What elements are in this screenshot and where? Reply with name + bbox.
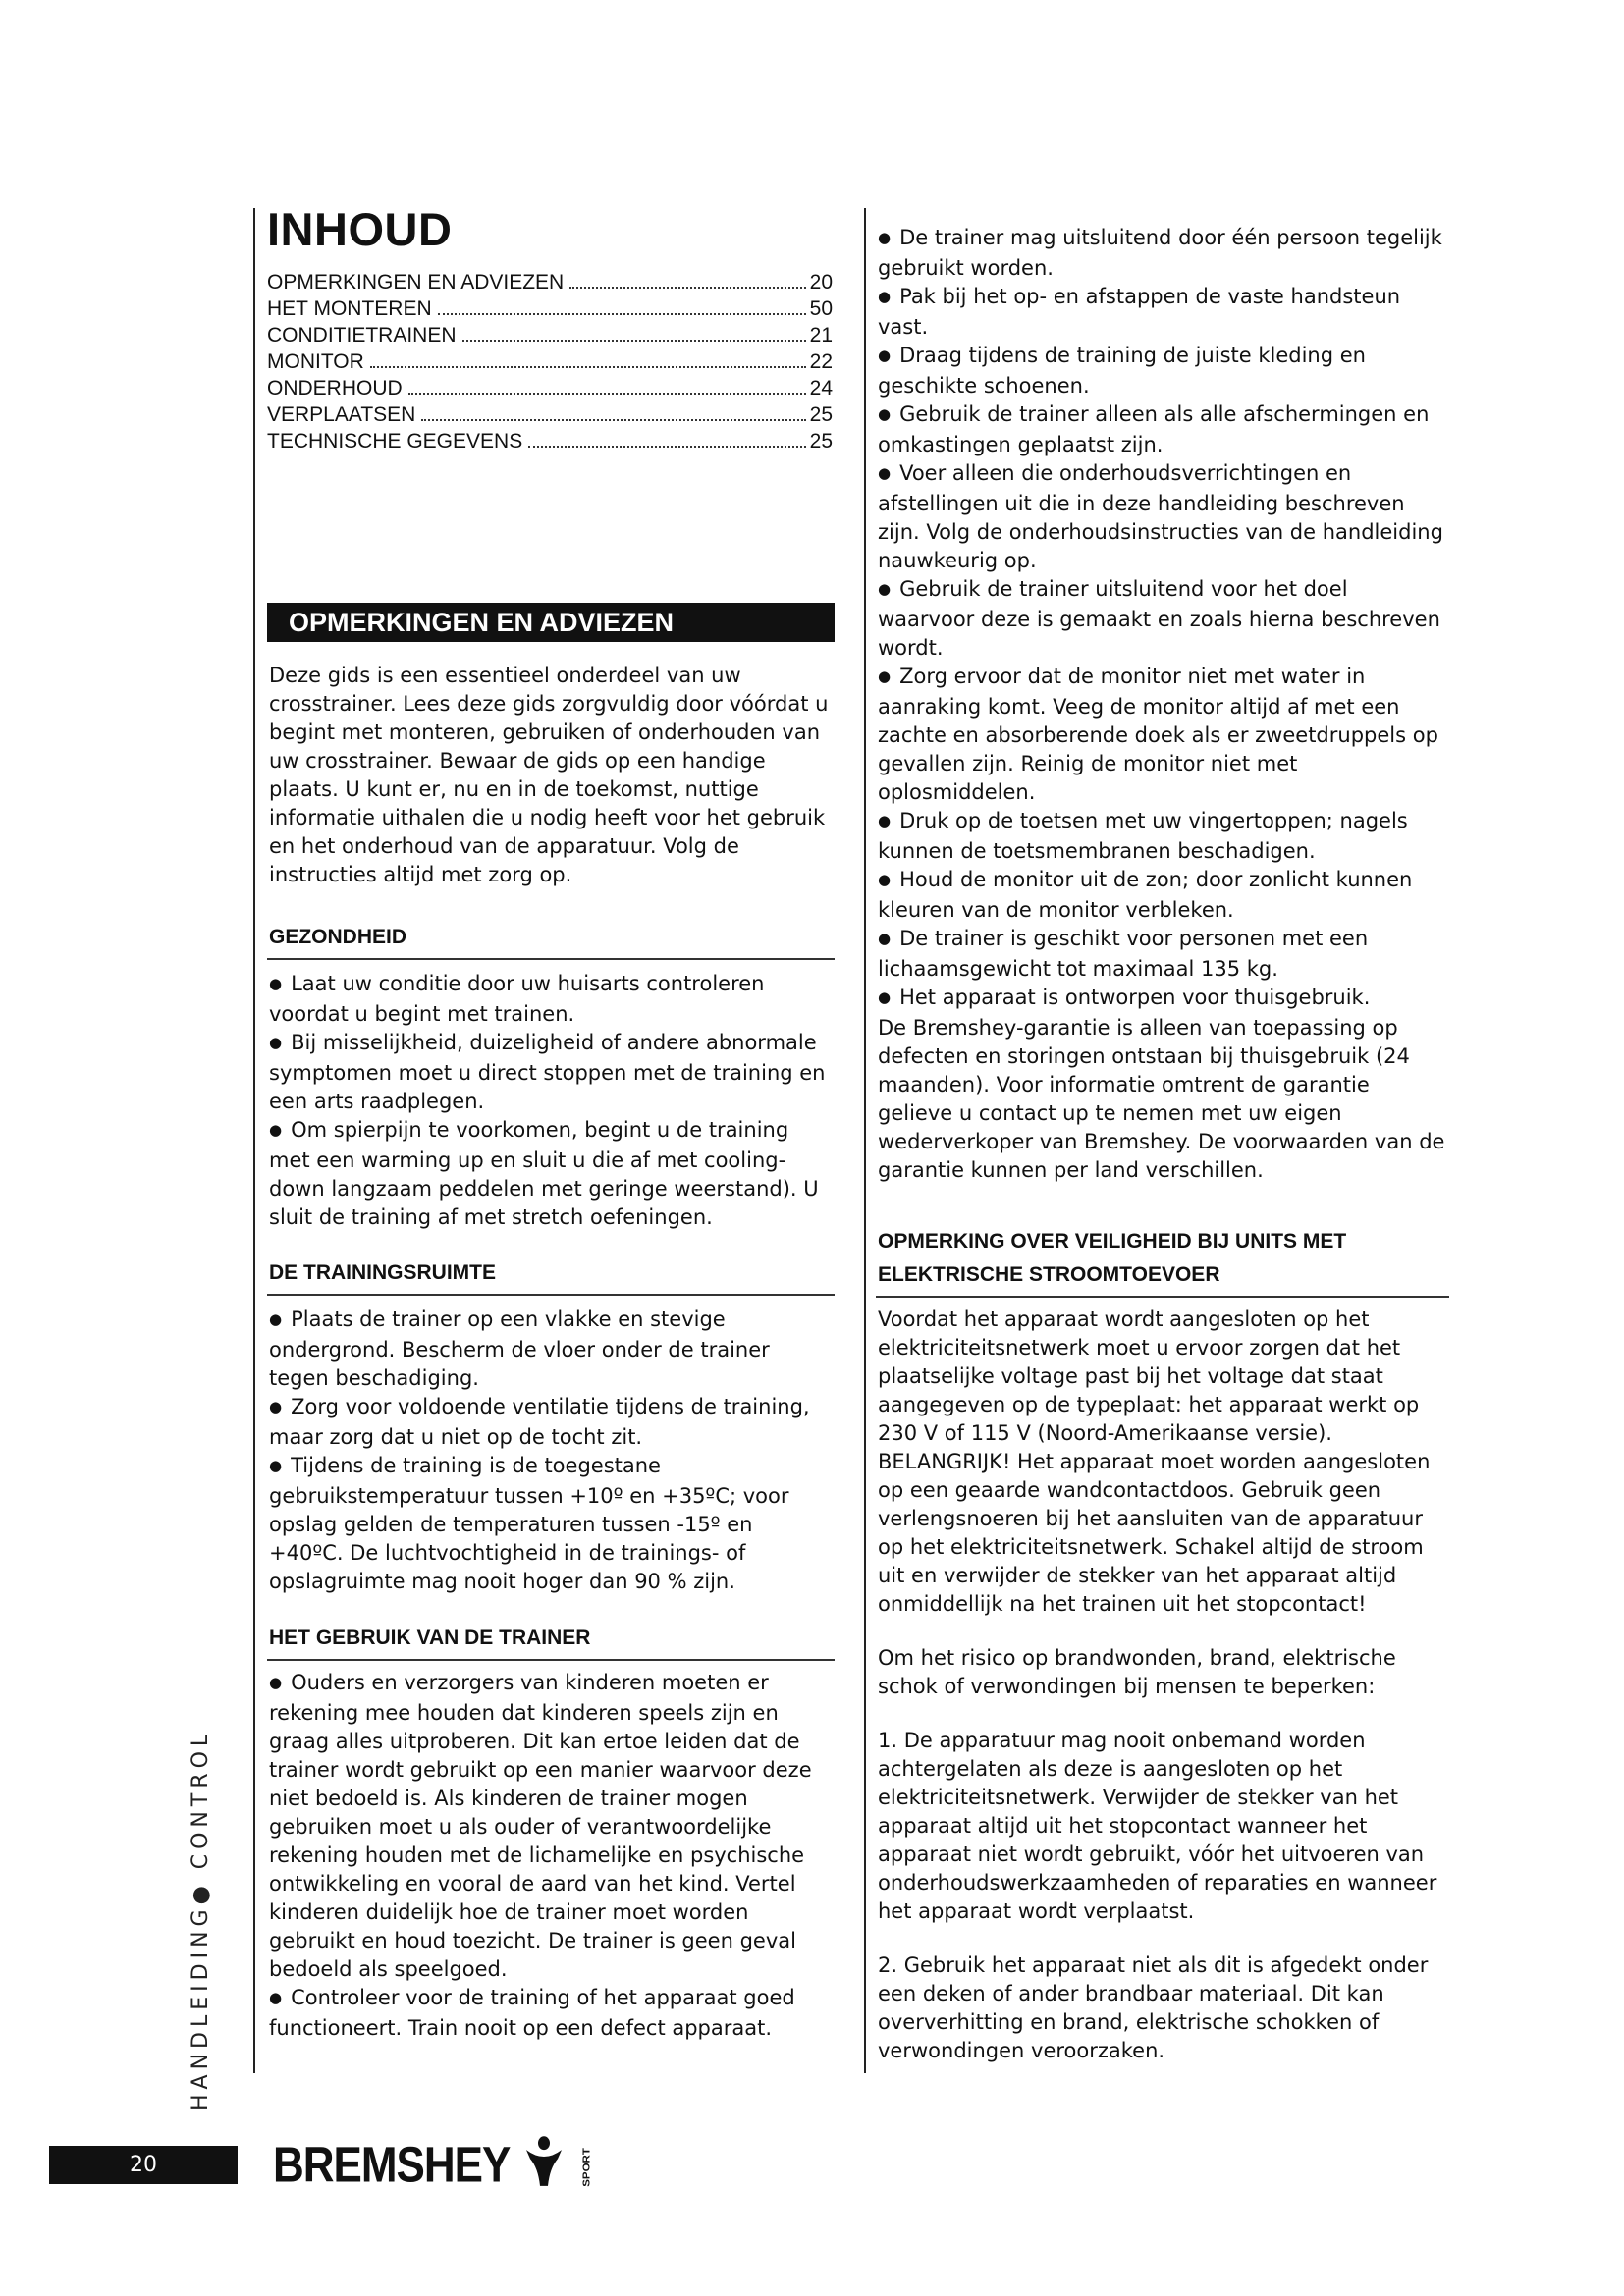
logo-figure-icon <box>522 2134 566 2188</box>
list-item: ● Het apparaat is ontworpen voor thuisgebruik. <box>878 984 1447 1014</box>
list-item: ● Laat uw conditie door uw huisarts controleren voordat u begint met trainen. <box>269 970 833 1029</box>
list-item: ● Druk op de toetsen met uw vingertoppen; nagels kunnen de toetsmembranen beschadigen. <box>878 807 1447 866</box>
veiligheid-p3: 1. De apparatuur mag nooit onbemand worden achtergelaten als deze is aangesloten op het elektriciteitsnetwerk. Verwijder de stekker van het apparaat altijd uit het stopcontact wanneer het apparaat niet wordt gebruikt, vóór het uitvoeren van onderhoudswerkzaamheden of reparaties en wanneer het apparaat wordt verplaatst. <box>878 1729 1437 1923</box>
table-of-contents <box>267 271 833 456</box>
list-item: ● Tijdens de training is de toegestane gebruikstemperatuur tussen +10º en +35ºC; voor opslag gelden de temperaturen tussen -15º en +40ºC. De luchtvochtigheid in de trainings- of opslagruimte mag nooit hoger dan 90 % zijn. <box>269 1452 833 1596</box>
right-bullet-list <box>878 224 1447 1185</box>
divider <box>267 958 835 960</box>
list-item: ● Zorg voor voldoende ventilatie tijdens de training, maar zorg dat u niet op de tocht zit. <box>269 1393 833 1452</box>
veiligheid-p4: 2. Gebruik het apparaat niet als dit is afgedekt onder een deken of ander brandbaar materiaal. Dit kan oververhitting en brand, elektrische schokken of verwondingen veroorzaken. <box>878 1953 1429 2062</box>
toc-item[interactable]: VERPLAATSEN 25 <box>267 403 833 426</box>
list-item: ● Voer alleen die onderhoudsverrichtingen en afstellingen uit die in deze handleiding beschreven zijn. Volg de onderhoudsinstructies van de handleiding nauwkeurig op. <box>878 459 1447 575</box>
toc-item[interactable]: CONDITIETRAINEN 21 <box>267 324 833 347</box>
toc-item[interactable]: HET MONTEREN 50 <box>267 297 833 320</box>
veiligheid-p1: Voordat het apparaat wordt aangesloten op het elektriciteitsnetwerk moet u ervoor zorgen dat het plaatselijke voltage past bij het voltage dat staat aangegeven op de typeplaat: het apparaat werkt op 230 V of 115 V (Noord-Amerikaanse versie). BELANGRIJK! Het apparaat moet worden aangesloten op een geaarde wandcontactdoos. Gebruik geen verlengsnoeren bij het aansluiten van de apparatuur op het elektriciteitsnetwerk. Schakel altijd de stroom uit en verwijder de stekker van het apparaat altijd onmiddellijk na het trainen uit het stopcontact! <box>878 1308 1431 1616</box>
toc-item[interactable]: ONDERHOUD 24 <box>267 377 833 400</box>
gezondheid-list <box>269 970 833 1232</box>
page-title: INHOUD <box>267 203 453 255</box>
gebruik-list <box>269 1669 833 2043</box>
list-item: ● Zorg ervoor dat de monitor niet met water in aanraking komt. Veeg de monitor altijd af met een zachte en absorberende doek als er zweetdruppels op gevallen zijn. Reinig de monitor niet met oplosmiddelen. <box>878 663 1447 807</box>
list-item: ● Bij misselijkheid, duizeligheid of andere abnormale symptomen moet u direct stoppen met de training en een arts raadplegen. <box>269 1029 833 1116</box>
list-item: ● De trainer is geschikt voor personen met een lichaamsgewicht tot maximaal 135 kg. <box>878 925 1447 984</box>
list-item: ● Controleer voor de training of het apparaat goed functioneert. Train nooit op een defect apparaat. <box>269 1984 833 2043</box>
left-column-rule <box>253 208 255 2073</box>
heading-gezondheid: GEZONDHEID <box>269 926 407 948</box>
heading-trainingsruimte: DE TRAININGSRUIMTE <box>269 1261 496 1284</box>
list-item: ● Pak bij het op- en afstappen de vaste handsteun vast. <box>878 283 1447 342</box>
list-item: ● Ouders en verzorgers van kinderen moeten er rekening mee houden dat kinderen speels zijn en graag alles uitproberen. Dit kan ertoe leiden dat de trainer wordt gebruikt op een manier waarvoor deze niet bedoeld is. Als kinderen de trainer mogen gebruiken moet u als ouder of verantwoordelijke rekening houden met de lichamelijke en psychische ontwikkeling en vooral de aard van het kind. Vertel kinderen duidelijk hoe de trainer moet worden gebruikt en houd toezicht. De trainer is geen geval bedoeld als speelgoed. <box>269 1669 833 1984</box>
side-running-title: HANDLEIDING● CONTROL <box>189 1729 213 2110</box>
list-item: ● Om spierpijn te voorkomen, begint u de training met een warming up en sluit u die af met cooling-down langzaam peddelen met geringe weerstand). U sluit de training af met stretch oefeningen. <box>269 1116 833 1232</box>
divider <box>876 1296 1449 1298</box>
list-item: ● Gebruik de trainer alleen als alle afschermingen en omkastingen geplaatst zijn. <box>878 400 1447 459</box>
intro-paragraph: Deze gids is een essentieel onderdeel van uw crosstrainer. Lees deze gids zorgvuldig door vóórdat u begint met monteren, gebruiken of onderhouden van uw crosstrainer. Bewaar de gids op een handige plaats. U kunt er, nu en in de toekomst, nuttige informatie uithalen die u nodig heeft voor het gebruik en het onderhoud van de apparatuur. Volg de instructies altijd met zorg op. <box>269 664 829 886</box>
toc-item[interactable]: OPMERKINGEN EN ADVIEZEN 20 <box>267 271 833 294</box>
heading-veiligheid-line1: OPMERKING OVER VEILIGHEID BIJ UNITS MET <box>878 1230 1347 1253</box>
toc-item[interactable]: TECHNISCHE GEGEVENS 25 <box>267 430 833 453</box>
list-item: ● Draag tijdens de training de juiste kleding en geschikte schoenen. <box>878 342 1447 400</box>
logo-wordmark: BREMSHEY <box>273 2137 510 2193</box>
section-heading-bar: OPMERKINGEN EN ADVIEZEN <box>267 603 835 642</box>
veiligheid-p2: Om het risico op brandwonden, brand, elektrische schok of verwondingen bij mensen te beperken: <box>878 1646 1396 1698</box>
divider <box>267 1294 835 1296</box>
heading-veiligheid-line2: ELEKTRISCHE STROOMTOEVOER <box>878 1263 1220 1286</box>
page-number: 20 <box>49 2146 238 2184</box>
brand-logo <box>273 2134 605 2194</box>
list-item: ● Plaats de trainer op een vlakke en stevige ondergrond. Bescherm de vloer onder de trainer tegen beschadiging. <box>269 1306 833 1393</box>
list-item: ● De trainer mag uitsluitend door één persoon tegelijk gebruikt worden. <box>878 224 1447 283</box>
list-item: ● Houd de monitor uit de zon; door zonlicht kunnen kleuren van de monitor verbleken. <box>878 866 1447 925</box>
list-item: ● Gebruik de trainer uitsluitend voor het doel waarvoor deze is gemaakt en zoals hierna beschreven wordt. <box>878 575 1447 663</box>
toc-item[interactable]: MONITOR 22 <box>267 350 833 373</box>
garantie-paragraph: De Bremshey-garantie is alleen van toepassing op defecten en storingen ontstaan bij thuisgebruik (24 maanden). Voor informatie omtrent de garantie gelieve u contact up te nemen met uw eigen wederverkoper van Bremshey. De voorwaarden van de garantie kunnen per land verschillen. <box>878 1016 1445 1182</box>
heading-gebruik: HET GEBRUIK VAN DE TRAINER <box>269 1627 591 1649</box>
veiligheid-text <box>878 1306 1447 2065</box>
right-column-rule <box>864 208 866 2073</box>
trainingsruimte-list <box>269 1306 833 1596</box>
logo-sport: SPORT <box>581 2148 593 2187</box>
divider <box>267 1659 835 1661</box>
